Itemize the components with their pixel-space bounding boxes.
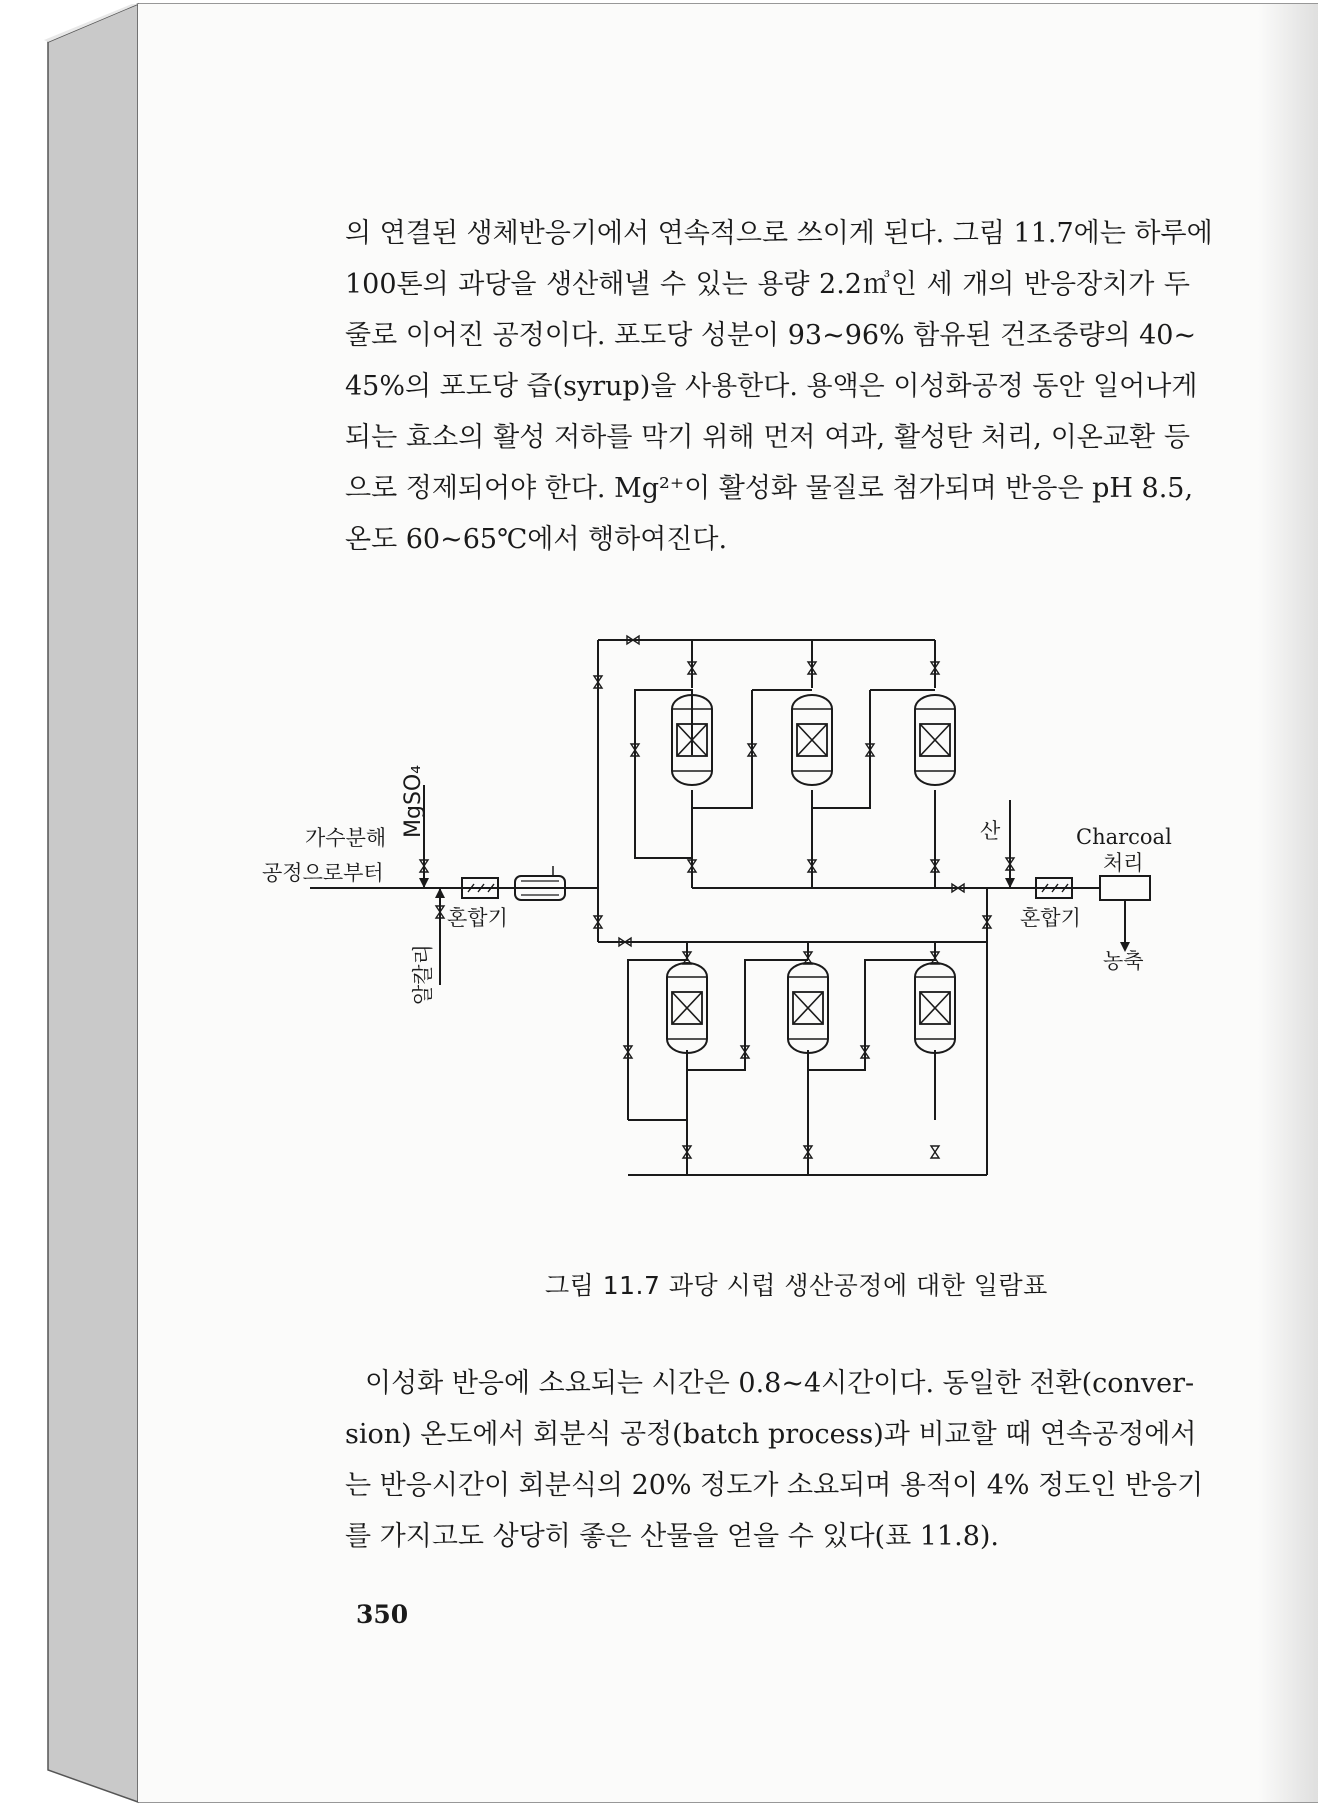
text-line: 으로 정제되어야 한다. Mg²⁺이 활성화 물질로 첨가되며 반응은 pH 8.5, — [345, 473, 1194, 504]
label-from-hydrolysis-2: 공정으로부터 — [262, 861, 384, 885]
label-concentration: 농축 — [1103, 949, 1144, 973]
text-line: sion) 온도에서 회분식 공정(batch process)과 비교할 때 연속공정에서 — [345, 1419, 1197, 1450]
text-line: 온도 60~65℃에서 행하여진다. — [345, 524, 728, 555]
text-line: 45%의 포도당 즙(syrup)을 사용한다. 용액은 이성화공정 동안 일어나게 — [345, 371, 1198, 402]
label-mixer-right: 혼합기 — [1020, 906, 1081, 930]
text-line: 의 연결된 생체반응기에서 연속적으로 쓰이게 된다. 그림 11.7에는 하루에 — [345, 218, 1213, 249]
label-acid: 산 — [980, 819, 1001, 843]
label-mixer-left: 혼합기 — [447, 906, 508, 930]
label-alkali: 알칼리 — [411, 944, 435, 1005]
label-charcoal-1: Charcoal — [1076, 825, 1172, 849]
figure-caption: 그림 11.7 과당 시럽 생산공정에 대한 일람표 — [545, 1271, 1048, 1300]
text-line: 는 반응시간이 회분식의 20% 정도가 소요되며 용적이 4% 정도인 반응기 — [345, 1470, 1204, 1501]
text-line: 줄로 이어진 공정이다. 포도당 성분이 93~96% 함유된 건조중량의 40~ — [345, 320, 1197, 351]
text-line: 를 가지고도 상당히 좋은 산물을 얻을 수 있다(표 11.8). — [345, 1521, 999, 1552]
label-mgso4: MgSO₄ — [401, 764, 426, 838]
page-number: 350 — [356, 1600, 409, 1629]
paragraph-bottom — [345, 1358, 1204, 1562]
text-line: 되는 효소의 활성 저하를 막기 위해 먼저 여과, 활성탄 처리, 이온교환 등 — [345, 422, 1190, 453]
label-from-hydrolysis-1: 가수분해 — [305, 826, 387, 850]
label-charcoal-2: 처리 — [1103, 851, 1144, 875]
text-line: 100톤의 과당을 생산해낼 수 있는 용량 2.2㎥인 세 개의 반응장치가 두 — [345, 269, 1190, 300]
text-line: 이성화 반응에 소요되는 시간은 0.8~4시간이다. 동일한 전환(conver- — [365, 1368, 1195, 1399]
